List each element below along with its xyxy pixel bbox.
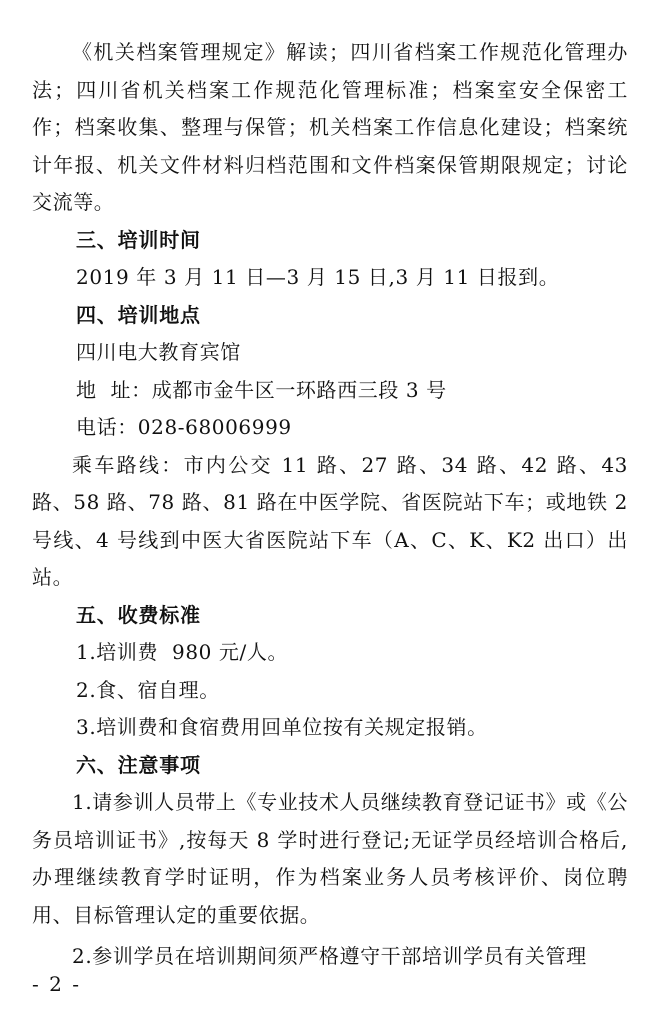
section-heading-training-time: 三、培训时间: [76, 227, 201, 252]
fee-item-3: 3.培训费和食宿费用回单位按有关规定报销。: [76, 715, 488, 739]
venue-phone: 电话：028-68006999: [76, 415, 292, 439]
section-heading-training-location: 四、培训地点: [76, 302, 201, 327]
note-item-2: 2.参训学员在培训期间须严格遵守干部培训学员有关管理: [72, 944, 587, 968]
training-content-paragraph: 《机关档案管理规定》解读；四川省档案工作规范化管理办法；四川省机关档案工作规范化管理标准；档案室安全保密工作；档案收集、整理与保管；机关档案工作信息化建设；档案统计年报、机关文件材料归档范围和文件档案保管期限规定；讨论交流等。: [32, 40, 628, 214]
fee-item-1: 1.培训费 980 元/人。: [76, 640, 289, 664]
fee-item-2: 2.食、宿自理。: [76, 677, 220, 702]
document-body: [32, 34, 628, 976]
transport-route-paragraph: 乘车路线：市内公交 11 路、27 路、34 路、42 路、43 路、58 路、78 路、81 路在中医学院、省医院站下车；或地铁 2 号线、4 号线到中医大省医院站下车（A、C、K、K2 出口）出站。: [32, 452, 628, 589]
venue-name: 四川电大教育宾馆: [76, 340, 241, 364]
section-heading-notes: 六、注意事项: [76, 752, 201, 777]
training-time-text: 2019 年 3 月 11 日—3 月 15 日,3 月 11 日报到。: [76, 265, 560, 289]
venue-address: 地 址：成都市金牛区一环路西三段 3 号: [76, 377, 447, 402]
page-number: - 2 -: [32, 972, 81, 996]
section-heading-fees: 五、收费标准: [76, 602, 201, 627]
note-item-1: 1.请参训人员带上《专业技术人员继续教育登记证书》或《公务员培训证书》,按每天 8 学时进行登记;无证学员经培训合格后,办理继续教育学时证明，作为档案业务人员考核评价、岗位聘用、目标管理认定的重要依据。: [32, 790, 628, 927]
